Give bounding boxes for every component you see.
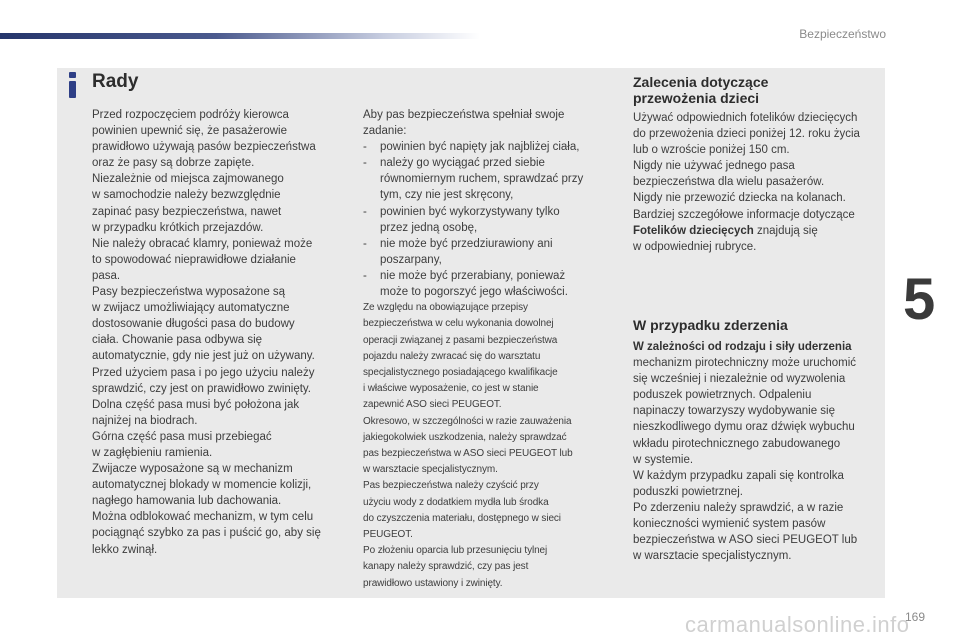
child-seats-reference (633, 223, 883, 239)
text-line: do przewożenia dzieci poniżej 12. roku życia (633, 128, 860, 141)
chapter-number: 5 (903, 267, 936, 332)
list-item-text: nie może być przedziurawiony ani poszarpany, (380, 237, 553, 266)
collision-lines (633, 355, 883, 564)
note-line: kanapy należy sprawdzić, czy pas jest (363, 561, 529, 573)
note-line: Okresowo, w szczególności w razie zauważenia (363, 415, 572, 427)
text-line: powinien upewnić się, że pasażerowie (92, 125, 287, 138)
note-line: użyciu wody z dodatkiem mydła lub środka (363, 496, 549, 508)
child-seats-term: Fotelików dziecięcych (633, 224, 754, 237)
info-icon (66, 72, 80, 98)
note-line: PEUGEOT. (363, 528, 413, 540)
child-seats-suffix: znajdują się (753, 224, 818, 237)
text-line: Niezależnie od miejsca zajmowanego (92, 173, 284, 186)
list-item (363, 236, 613, 268)
section-title: Bezpieczeństwo (799, 27, 886, 41)
text-line: Po zderzeniu należy sprawdzić, a w razie (633, 501, 844, 514)
list-item-text: nie może być przerabiany, ponieważ może to pogorszyć jego właściwości. (380, 269, 568, 299)
rady-column-2 (363, 107, 613, 592)
child-transport-lines (633, 110, 883, 223)
text-line: nieszkodliwego dymu oraz dźwięk wybuchu (633, 421, 855, 434)
note-line: prawidłowo ustawiony i zwinięty. (363, 577, 503, 589)
text-line: Aby pas bezpieczeństwa spełniał swoje (363, 109, 565, 121)
text-line: lub o wzroście poniżej 150 cm. (633, 144, 790, 157)
text-line: bezpieczeństwa w ASO sieci PEUGEOT lub (633, 534, 858, 547)
note-line: Ze względu na obowiązujące przepisy (363, 302, 528, 314)
text-line: w systemie. (633, 453, 694, 466)
text-line: poduszek powietrznych. Odpaleniu (633, 389, 812, 402)
text-line: Nigdy nie przewozić dziecka na kolanach. (633, 192, 846, 205)
list-item (363, 204, 613, 236)
text-line: zadanie: (363, 125, 407, 138)
text-line: ciała. Chowanie pasa odbywa się (92, 334, 263, 347)
collision-heading: W przypadku zderzenia (633, 317, 788, 333)
text-line: Zwijacze wyposażone są w mechanizm (92, 463, 293, 476)
rady-service-notes (363, 300, 613, 592)
note-line: i właściwe wyposażenie, co jest w stanie (363, 383, 539, 395)
text-line: w przypadku krótkich przejazdów. (92, 221, 264, 234)
rady-column-1 (92, 107, 342, 558)
child-transport-heading-line1: Zalecenia dotyczące (633, 74, 769, 90)
text-line: Można odblokować mechanizm, w tym celu (92, 511, 314, 524)
page-number: 169 (905, 610, 926, 624)
text-line: poduszki powietrznej. (633, 485, 743, 498)
text-line: w zwijacz umożliwiający automatyczne (92, 302, 290, 315)
header-gradient-bar (0, 33, 480, 39)
text-line: sprawdzić, czy jest on prawidłowo zwinięty. (92, 382, 312, 395)
note-line: Po złożeniu oparcia lub przesunięciu tylnej (363, 545, 548, 557)
rady-column-2-intro (363, 107, 613, 139)
list-item-text: należy go wyciągać przed siebie równomiernym ruchem, sprawdzać przy tym, czy nie jest skręcony, (380, 157, 584, 202)
text-line: automatycznej blokady w momencie kolizji, (92, 479, 312, 492)
text-line: lekko zwinął. (92, 543, 158, 556)
text-line: W każdym przypadku zapali się kontrolka (633, 469, 844, 482)
text-line: Pasy bezpieczeństwa wyposażone są (92, 286, 286, 299)
note-line: zapewnić ASO sieci PEUGEOT. (363, 399, 502, 411)
watermark: carmanualsonline.info (685, 612, 910, 637)
dash-marker: - (363, 205, 367, 218)
text-line: oraz że pasy są dobrze zapięte. (92, 157, 255, 170)
text-line: Przed rozpoczęciem podróży kierowca (92, 109, 289, 121)
text-line: konieczności wymienić system pasów (633, 518, 826, 531)
list-item (363, 139, 613, 155)
text-line: w zagłębieniu ramienia. (92, 446, 213, 459)
text-line: mechanizm pirotechniczny może uruchomić (633, 357, 857, 370)
collision-text (633, 339, 883, 564)
text-line: Dolna część pasa musi być położona jak (92, 398, 300, 411)
note-line: pojazdu należy zwracać się do warsztatu (363, 350, 541, 362)
text-line: w samochodzie należy bezwzględnie (92, 189, 281, 202)
text-line: się wcześniej i niezależnie od wyzwolenia (633, 373, 846, 386)
list-item (363, 268, 613, 300)
child-transport-text (633, 110, 883, 255)
note-line: jakiegokolwiek uszkodzenia, należy sprawdzać (363, 431, 567, 443)
text-line: pasa. (92, 269, 121, 282)
rady-heading: Rady (92, 71, 139, 92)
note-line: do czyszczenia materiału, dostępnego w sieci (363, 512, 561, 524)
text-line: nagłego hamowania lub dachowania. (92, 495, 282, 508)
text-line: pociągnąć szybko za pas i puścić go, aby się (92, 527, 321, 540)
text-line: Bardziej szczegółowe informacje dotyczące (633, 208, 855, 221)
dash-marker: - (363, 157, 367, 170)
dash-marker: - (363, 141, 367, 154)
child-seats-last-line: w odpowiedniej rubryce. (633, 240, 757, 253)
text-line: automatycznie, gdy nie jest już on używany. (92, 350, 315, 363)
dash-marker: - (363, 237, 367, 250)
text-line: Przed użyciem pasa i po jego użyciu należy (92, 366, 315, 379)
text-line: w warsztacie specjalistycznym. (633, 550, 792, 563)
text-line: Nigdy nie używać jednego pasa (633, 160, 795, 173)
child-transport-heading (633, 74, 873, 106)
child-transport-heading-line2: przewożenia dzieci (633, 90, 760, 106)
rady-checklist (363, 139, 613, 300)
text-line: to spowodować nieprawidłowe działanie (92, 253, 296, 266)
text-line: Używać odpowiednich fotelików dziecięcych (633, 112, 858, 124)
dash-marker: - (363, 269, 367, 282)
collision-bold-intro: W zależności od rodzaju i siły uderzenia (633, 341, 852, 353)
text-line: wkładu pirotechnicznego zabudowanego (633, 437, 841, 450)
list-item (363, 155, 613, 203)
text-line: zapinać pasy bezpieczeństwa, nawet (92, 205, 282, 218)
text-line: dostosowanie długości pasa do budowy (92, 318, 295, 331)
list-item-text: powinien być napięty jak najbliżej ciała, (380, 141, 580, 154)
text-line: Górna część pasa musi przebiegać (92, 430, 272, 443)
text-line: prawidłowo używają pasów bezpieczeństwa (92, 141, 316, 154)
list-item-text: powinien być wykorzystywany tylko przez jedną osobę, (380, 205, 560, 234)
note-line: pas bezpieczeństwa w ASO sieci PEUGEOT lub (363, 447, 573, 459)
note-line: Pas bezpieczeństwa należy czyścić przy (363, 480, 539, 492)
note-line: specjalistycznego posiadającego kwalifikacje (363, 366, 558, 378)
note-line: operacji związanej z pasami bezpieczeństwa (363, 334, 558, 346)
text-line: Nie należy obracać klamry, ponieważ może (92, 237, 313, 250)
text-line: najniżej na biodrach. (92, 414, 198, 427)
note-line: bezpieczeństwa w celu wykonania dowolnej (363, 318, 554, 330)
note-line: w warsztacie specjalistycznym. (363, 464, 498, 476)
text-line: napinaczy towarzyszy wydobywanie się (633, 405, 835, 418)
text-line: bezpieczeństwa dla wielu pasażerów. (633, 176, 825, 189)
